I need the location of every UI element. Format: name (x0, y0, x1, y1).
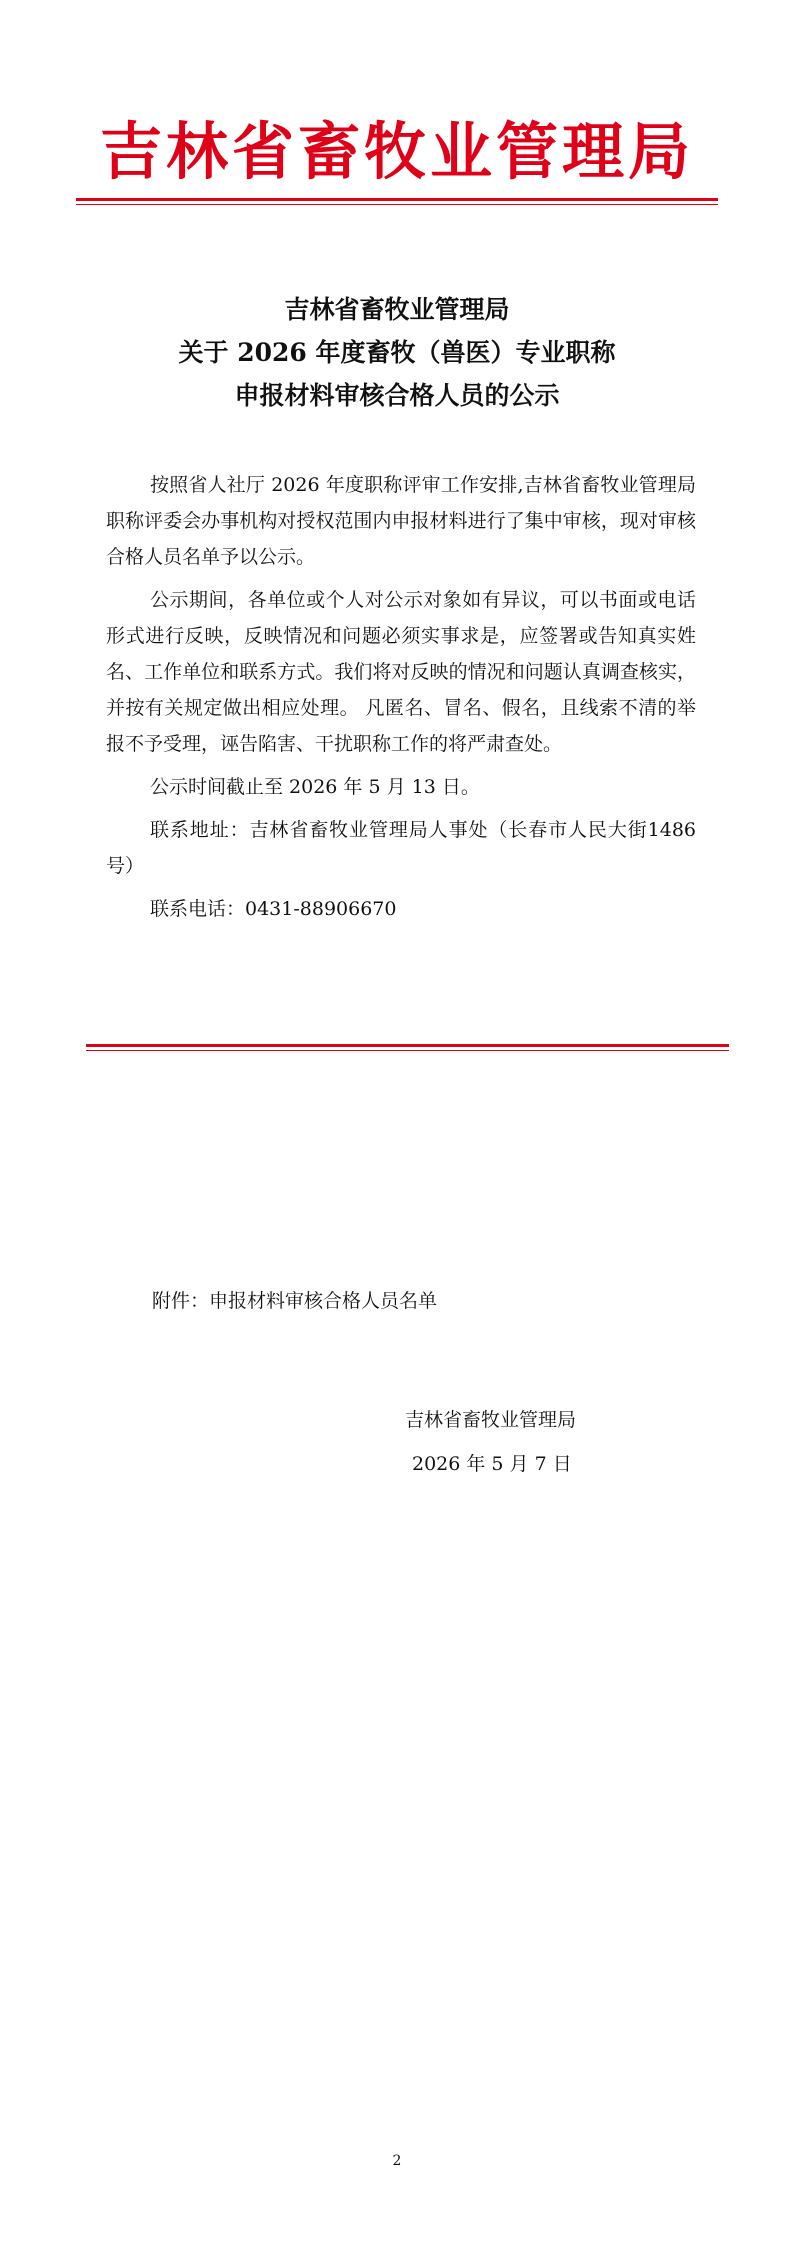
header-divider (76, 198, 718, 205)
title-line-3: 申报材料审核合格人员的公示 (234, 381, 560, 410)
page-number: 2 (392, 2153, 402, 2169)
body-divider (86, 1044, 729, 1051)
document-masthead: 吉林省畜牧业管理局 (99, 115, 694, 188)
body-paragraph-phone: 联系电话：0431-88906670 (150, 898, 397, 920)
body-paragraph-arrangement: 按照省人社厅 2026 年度职称评审工作安排,吉林省畜牧业管理局职称评委会办事机构对授权范围内申报材料进行了集中审核，现对审核合格人员名单予以公示。 (106, 474, 696, 568)
body-paragraph-objection: 公示期间，各单位或个人对公示对象如有异议，可以书面或电话形式进行反映，反映情况和问题必须实事求是，应签署或告知真实姓名、工作单位和联系方式。我们将对反映的情况和问题认真调查核实，并按有关规定做出相应处理。 凡匿名、冒名、假名，且线索不清的举报不予受理，诬告陷害、干扰职称工作的将严肃查处。 (106, 589, 696, 755)
document-body (106, 467, 696, 934)
body-paragraph-deadline: 公示时间截止至 2026 年 5 月 13 日。 (150, 776, 480, 798)
document-title (0, 288, 794, 417)
body-divider-thick-line (86, 1044, 729, 1047)
title-line-2: 关于 2026 年度畜牧（兽医）专业职称 (178, 338, 616, 367)
signature-organization: 吉林省畜牧业管理局 (405, 1409, 577, 1431)
attachment-note: 附件：申报材料审核合格人员名单 (152, 1290, 438, 1312)
body-paragraph-address: 联系地址：吉林省畜牧业管理局人事处（长春市人民大街1486 号） (106, 819, 696, 877)
body-divider-thin-line (86, 1050, 729, 1051)
header-divider-thick-line (76, 198, 718, 201)
signature-date: 2026 年 5 月 7 日 (412, 1453, 572, 1475)
header-divider-thin-line (76, 204, 718, 205)
title-line-1: 吉林省畜牧业管理局 (284, 295, 510, 324)
